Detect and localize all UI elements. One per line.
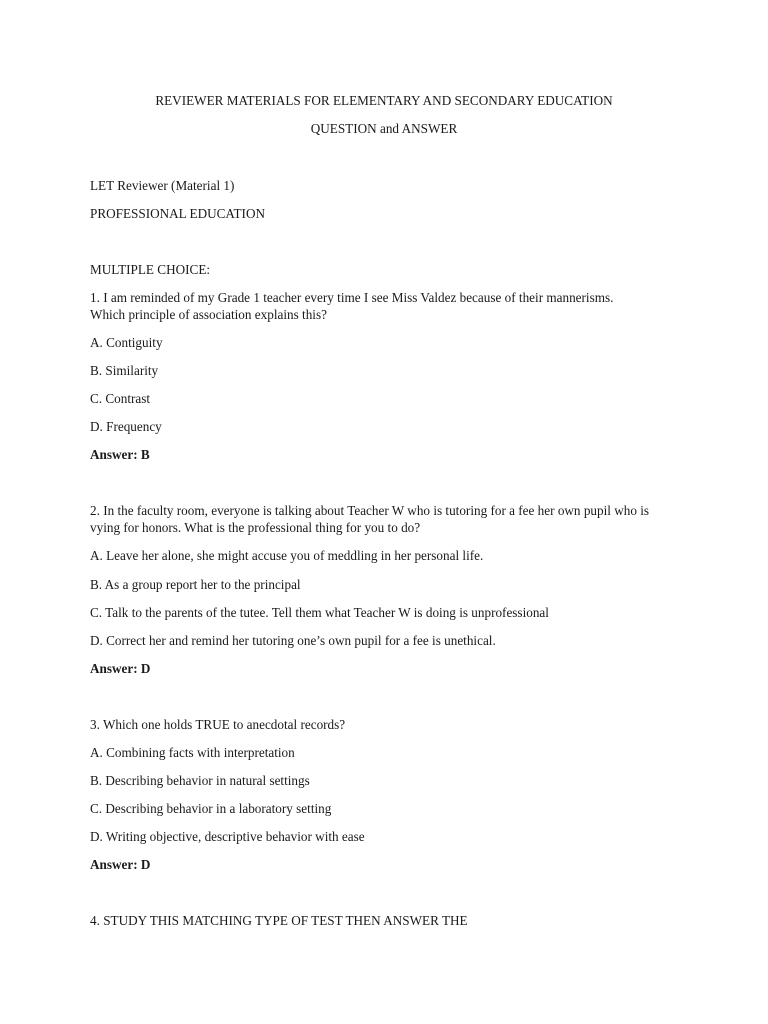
choice-item: D. Writing objective, descriptive behavior with ease xyxy=(90,829,365,844)
material-label: LET Reviewer (Material 1) xyxy=(90,178,235,193)
subject-label: PROFESSIONAL EDUCATION xyxy=(90,206,265,221)
choice-item: D. Correct her and remind her tutoring one’s own pupil for a fee is unethical. xyxy=(90,633,496,648)
question-text: vying for honors. What is the professional thing for you to do? xyxy=(90,520,421,535)
document-subtitle: QUESTION and ANSWER xyxy=(310,121,458,136)
choice-item: B. As a group report her to the principal xyxy=(90,577,301,592)
choice-item: C. Contrast xyxy=(90,391,151,406)
choice-item: C. Describing behavior in a laboratory setting xyxy=(90,801,332,816)
choice-item: D. Frequency xyxy=(90,419,162,434)
choice-item: B. Similarity xyxy=(90,363,159,378)
question-text: 4. STUDY THIS MATCHING TYPE OF TEST THEN ANSWER THE xyxy=(90,913,468,928)
choice-item: B. Describing behavior in natural settings xyxy=(90,773,310,788)
document-title: REVIEWER MATERIALS FOR ELEMENTARY AND SECONDARY EDUCATION xyxy=(155,93,613,108)
choice-item: A. Leave her alone, she might accuse you of meddling in her personal life. xyxy=(90,548,484,563)
question-text: 3. Which one holds TRUE to anecdotal records? xyxy=(90,717,346,732)
answer-label: Answer: B xyxy=(90,447,150,462)
choice-item: A. Combining facts with interpretation xyxy=(90,745,295,760)
answer-label: Answer: D xyxy=(90,661,151,676)
choice-item: A. Contiguity xyxy=(90,335,163,350)
question-text: Which principle of association explains this? xyxy=(90,307,327,322)
answer-label: Answer: D xyxy=(90,857,151,872)
question-text: 1. I am reminded of my Grade 1 teacher every time I see Miss Valdez because of their mannerisms. xyxy=(90,290,614,305)
choice-item: C. Talk to the parents of the tutee. Tell them what Teacher W is doing is unprofessional xyxy=(90,605,549,620)
section-heading: MULTIPLE CHOICE: xyxy=(90,262,211,277)
question-text: 2. In the faculty room, everyone is talking about Teacher W who is tutoring for a fee her own pupil who is xyxy=(90,503,650,518)
